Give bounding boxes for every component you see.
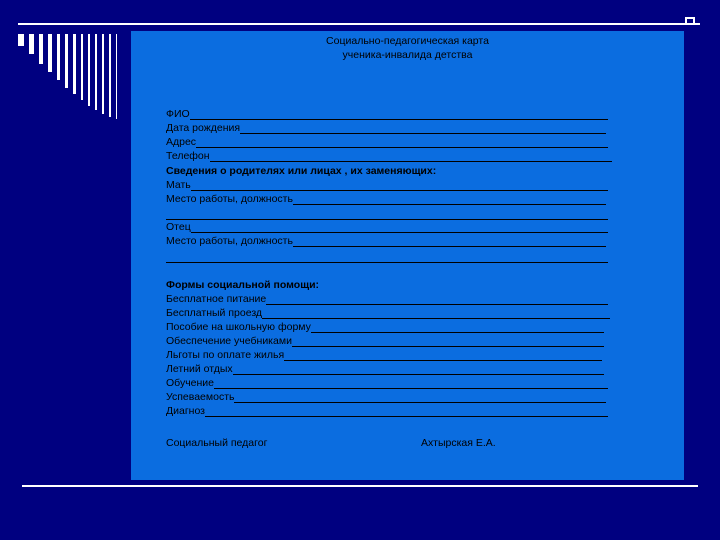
field-label: Бесплатный проезд xyxy=(166,307,263,319)
blank-line[interactable] xyxy=(166,262,608,263)
field-father xyxy=(166,220,608,233)
student-card xyxy=(131,31,684,480)
field-label: Летний отдых xyxy=(166,363,233,375)
decorative-bar xyxy=(109,34,111,117)
field-blank[interactable] xyxy=(214,378,608,389)
field-textbooks xyxy=(166,334,604,347)
field-blank[interactable] xyxy=(292,336,604,347)
bottom-divider-line xyxy=(22,485,698,487)
field-label: Диагноз xyxy=(166,405,205,417)
field-blank[interactable] xyxy=(210,151,612,162)
field-blank[interactable] xyxy=(284,350,602,361)
field-birth-date xyxy=(166,121,606,134)
field-blank[interactable] xyxy=(196,137,608,148)
field-free-meals xyxy=(166,292,608,305)
decorative-bar xyxy=(95,34,97,110)
field-father-work xyxy=(166,234,606,247)
decorative-bar xyxy=(88,34,90,106)
field-blank[interactable] xyxy=(191,180,608,191)
field-blank[interactable] xyxy=(293,194,606,205)
field-blank[interactable] xyxy=(191,222,608,233)
field-label: Успеваемость xyxy=(166,391,235,403)
field-blank[interactable] xyxy=(190,109,608,120)
decorative-bar xyxy=(65,34,68,88)
section-heading: Формы социальной помощи: xyxy=(166,279,320,291)
decorative-bar xyxy=(116,34,117,119)
field-blank[interactable] xyxy=(311,322,604,333)
field-label: Обучение xyxy=(166,377,215,389)
top-divider-line xyxy=(18,23,700,25)
field-address xyxy=(166,135,608,148)
field-blank[interactable] xyxy=(205,406,608,417)
decorative-bar xyxy=(18,34,24,46)
decorative-bar xyxy=(81,34,83,100)
field-blank[interactable] xyxy=(266,294,608,305)
field-fio xyxy=(166,107,608,120)
signature-name: Ахтырская Е.А. xyxy=(421,437,496,449)
decorative-bar xyxy=(102,34,104,114)
field-free-travel xyxy=(166,306,610,319)
field-education xyxy=(166,376,608,389)
decorative-bar xyxy=(48,34,52,72)
field-label: ФИО xyxy=(166,108,190,120)
section-heading: Сведения о родителях или лицах , их заменяющих: xyxy=(166,165,437,177)
card-title-line1: Социально-педагогическая карта xyxy=(326,35,489,47)
field-label: Отец xyxy=(166,221,191,233)
field-label: Место работы, должность xyxy=(166,193,293,205)
field-mother-work xyxy=(166,192,606,205)
decorative-bar xyxy=(57,34,60,80)
field-blank[interactable] xyxy=(240,123,606,134)
field-blank[interactable] xyxy=(233,364,604,375)
decorative-bars xyxy=(18,34,133,119)
card-title-line2: ученика-инвалида детства xyxy=(342,49,473,61)
field-label: Дата рождения xyxy=(166,122,241,134)
field-label: Адрес xyxy=(166,136,197,148)
field-blank[interactable] xyxy=(293,236,606,247)
field-mother xyxy=(166,178,608,191)
field-summer-rest xyxy=(166,362,604,375)
field-progress xyxy=(166,390,606,403)
field-diagnosis xyxy=(166,404,608,417)
field-label: Мать xyxy=(166,179,191,191)
field-phone xyxy=(166,149,612,162)
field-blank[interactable] xyxy=(262,308,610,319)
corner-square-icon xyxy=(685,17,695,25)
decorative-bar xyxy=(73,34,76,94)
field-label: Бесплатное питание xyxy=(166,293,267,305)
field-label: Телефон xyxy=(166,150,210,162)
field-label: Льготы по оплате жилья xyxy=(166,349,285,361)
field-label: Обеспечение учебниками xyxy=(166,335,292,347)
help-heading xyxy=(166,278,606,291)
decorative-bar xyxy=(29,34,34,54)
field-uniform-allowance xyxy=(166,320,604,333)
field-label: Пособие на школьную форму xyxy=(166,321,311,333)
signature-role: Социальный педагог xyxy=(166,437,268,449)
parents-heading xyxy=(166,164,612,177)
field-blank[interactable] xyxy=(234,392,606,403)
field-label: Место работы, должность xyxy=(166,235,293,247)
decorative-bar xyxy=(39,34,43,64)
field-housing-benefits xyxy=(166,348,602,361)
